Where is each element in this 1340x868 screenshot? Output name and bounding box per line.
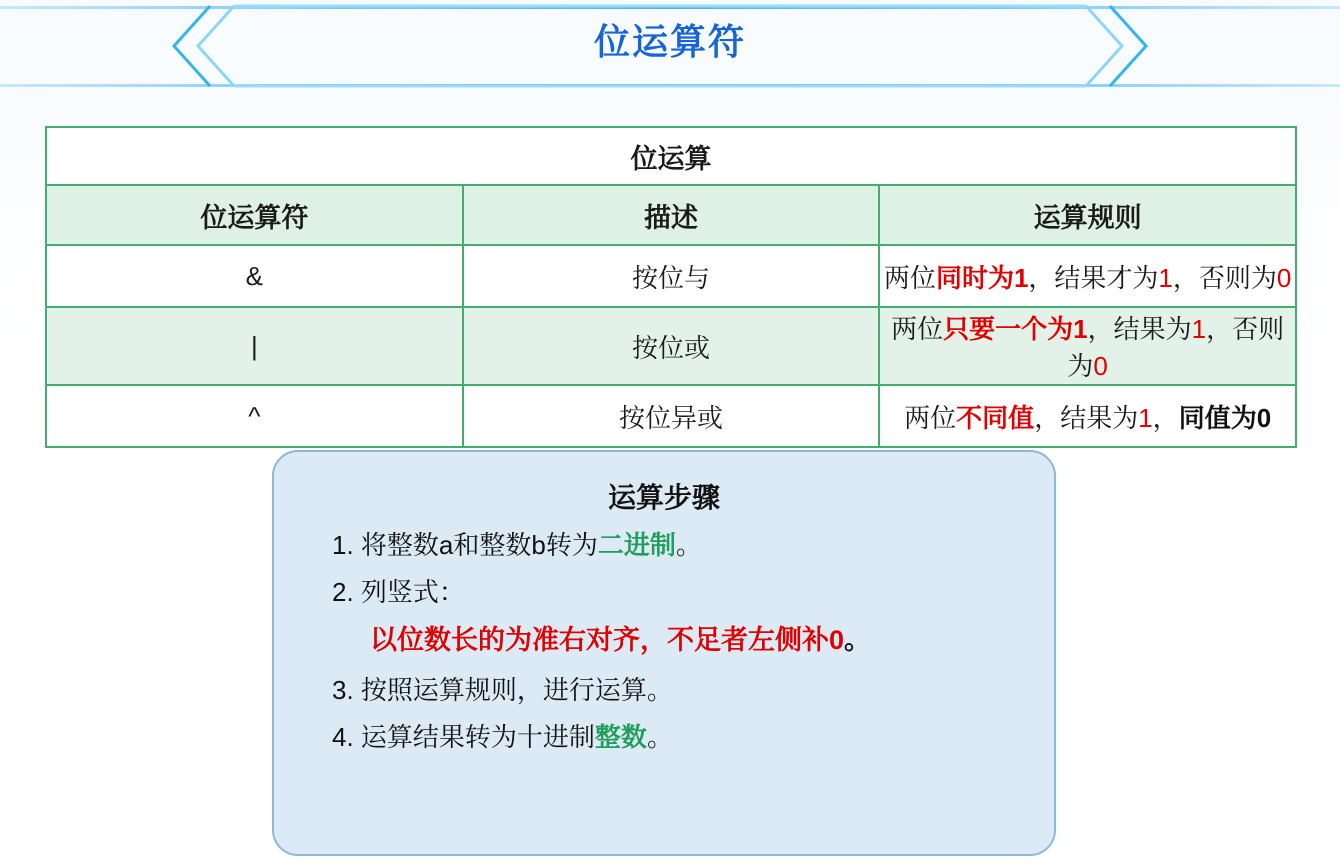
page-title: 位运算符	[593, 21, 746, 62]
bitwise-operator-table	[45, 126, 1297, 448]
table-header-operator: 位运算符	[46, 185, 463, 245]
operation-steps-box	[272, 450, 1056, 856]
table-header-row	[46, 185, 1296, 245]
table-row	[46, 385, 1296, 447]
cell-rule: 两位只要一个为1，结果为1，否则为0	[879, 307, 1296, 385]
title-banner	[0, 0, 1340, 96]
step-item: 2. 列竖式：	[332, 577, 465, 608]
step-item: 1. 将整数a和整数b转为二进制。	[332, 530, 702, 560]
steps-title: 运算步骤	[607, 482, 720, 513]
table-caption: 位运算	[46, 127, 1296, 185]
step-item: 4. 运算结果转为十进制整数。	[332, 721, 673, 752]
cell-description: 按位与	[463, 245, 880, 307]
step-item: 3. 按照运算规则，进行运算。	[332, 674, 673, 705]
table-row	[46, 245, 1296, 307]
step-emphasis-note: 以位数长的为准右对齐，不足者左侧补0。	[370, 625, 872, 656]
table-header-description: 描述	[463, 185, 880, 245]
table-header-rule: 运算规则	[879, 185, 1296, 245]
table-row	[46, 307, 1296, 385]
cell-rule: 两位不同值，结果为1，同值为0	[879, 385, 1296, 447]
table-caption-row	[46, 127, 1296, 185]
cell-description: 按位或	[463, 307, 880, 385]
cell-rule: 两位同时为1，结果才为1，否则为0	[879, 245, 1296, 307]
cell-operator: &	[46, 245, 463, 307]
cell-operator: ^	[46, 385, 463, 447]
cell-description: 按位异或	[463, 385, 880, 447]
cell-operator: |	[46, 307, 463, 385]
